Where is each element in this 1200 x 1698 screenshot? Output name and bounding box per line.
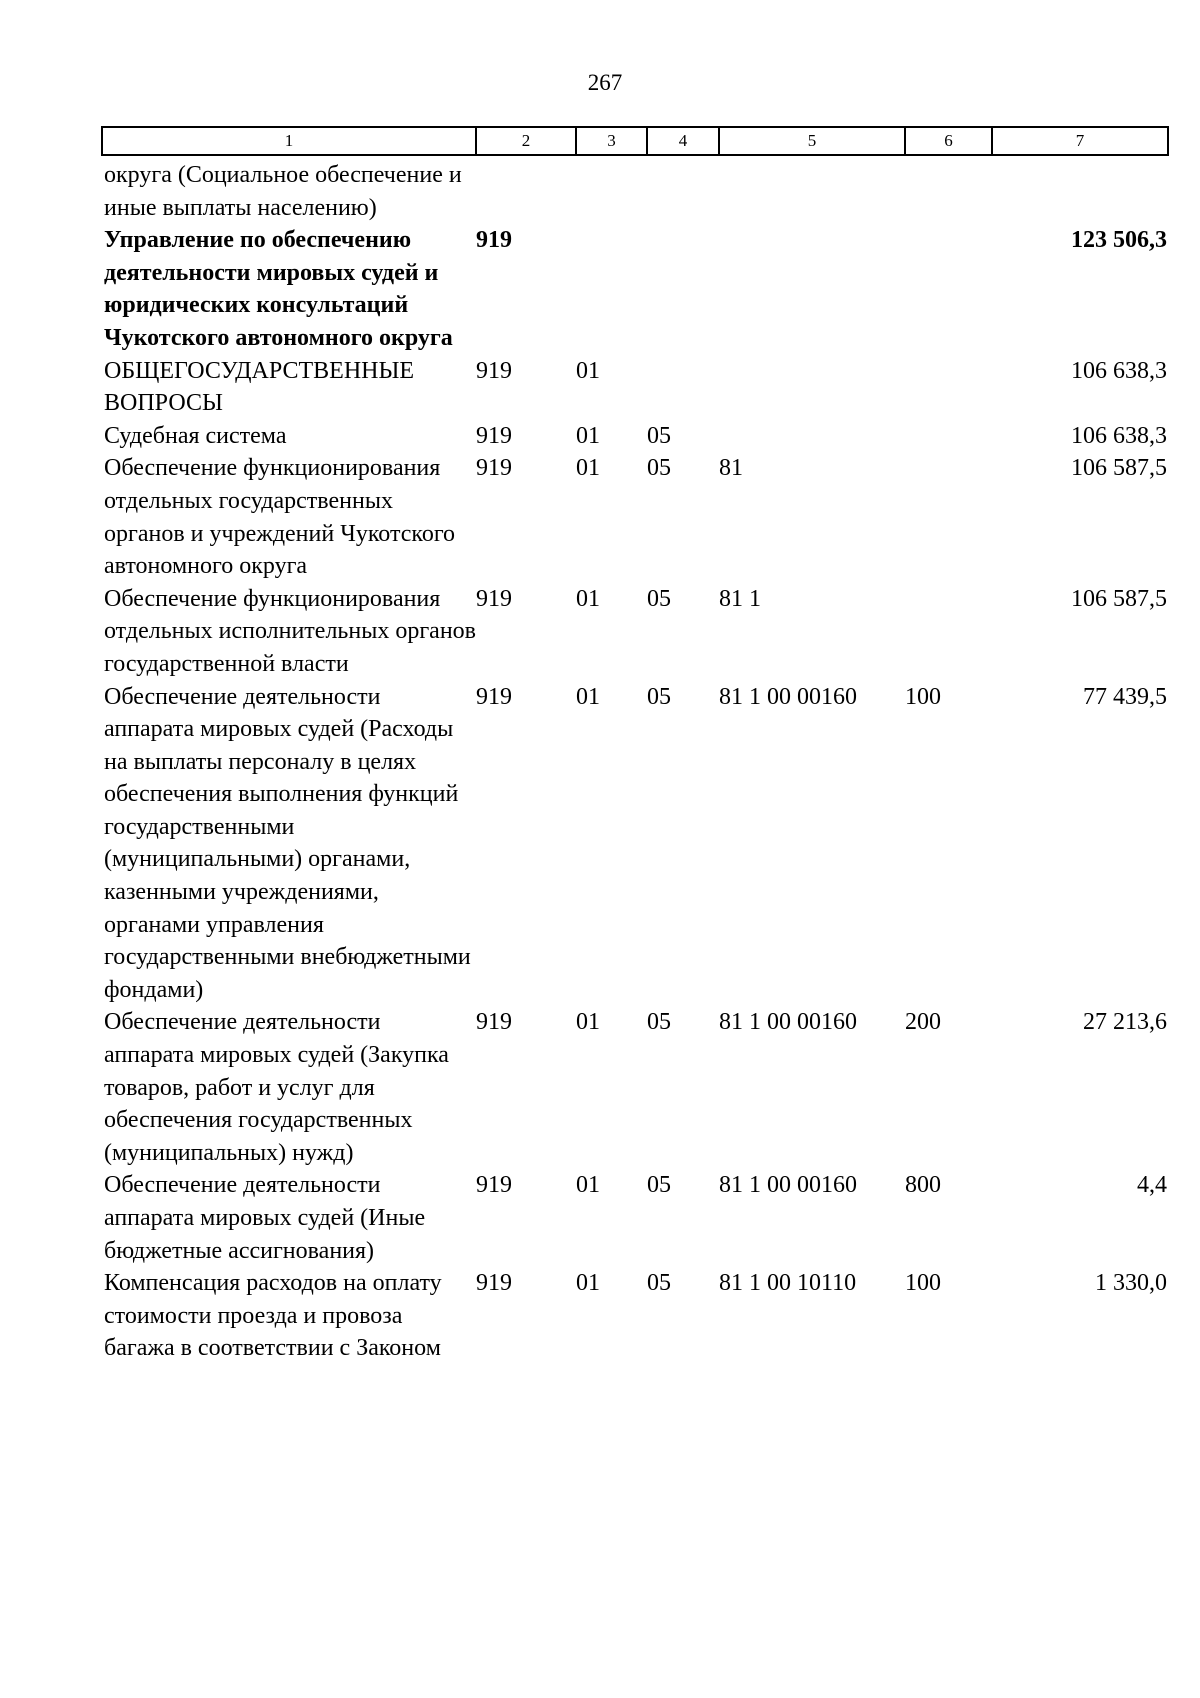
target-code [719, 155, 905, 224]
target-code [719, 420, 905, 453]
table-row [102, 1169, 1168, 1267]
admin-code: 919 [476, 1009, 512, 1036]
amount: 106 638,3 [1071, 357, 1167, 384]
admin-code: 919 [476, 1270, 512, 1297]
section-code: 01 [576, 1270, 600, 1297]
header-row [102, 127, 1168, 155]
subsection-code: 05 [647, 1009, 671, 1036]
amount: 77 439,5 [1083, 683, 1167, 710]
section-code: 01 [576, 683, 600, 710]
column-header: 3 [576, 127, 647, 155]
row-name: Обеспечение функционирования отдельных исполнительных органов государственной власти [104, 585, 476, 677]
subsection-code: 05 [647, 1270, 671, 1297]
section-code: 01 [576, 1172, 600, 1199]
column-header: 7 [992, 127, 1168, 155]
table-row [102, 420, 1168, 453]
expense-type-code: 800 [905, 1172, 941, 1199]
amount: 106 638,3 [1071, 422, 1167, 449]
target-code: 81 [719, 455, 743, 482]
table-row [102, 224, 1168, 354]
table-row [102, 155, 1168, 224]
table-body [102, 155, 1168, 1365]
table-row [102, 452, 1168, 582]
row-name: Судебная система [104, 422, 287, 449]
target-code [719, 355, 905, 420]
admin-code: 919 [476, 585, 512, 612]
column-header: 4 [647, 127, 719, 155]
expense-type-code [905, 224, 992, 354]
subsection-code [647, 355, 719, 420]
row-name: Обеспечение деятельности аппарата мировых судей (Расходы на выплаты персоналу в целях обеспечения выполнения функций государственными (муниципальными) органами, казенными учреждениями, органами управления государственными внебюджетными фондами) [104, 683, 471, 1003]
admin-code: 919 [476, 357, 512, 384]
row-name: округа (Социальное обеспечение и иные выплаты населению) [104, 162, 462, 221]
section-code: 01 [576, 455, 600, 482]
page-number: 267 [587, 70, 623, 95]
expense-type-code [905, 583, 992, 681]
amount: 106 587,5 [1071, 455, 1167, 482]
expense-type-code: 100 [905, 683, 941, 710]
target-code: 81 1 [719, 585, 761, 612]
section-code: 01 [576, 585, 600, 612]
table-row [102, 1267, 1168, 1365]
admin-code [476, 155, 576, 224]
subsection-code: 05 [647, 585, 671, 612]
expense-type-code [905, 452, 992, 582]
column-header: 1 [102, 127, 476, 155]
table-row [102, 583, 1168, 681]
target-code: 81 1 00 00160 [719, 1009, 857, 1036]
amount: 4,4 [1137, 1172, 1167, 1199]
table-row [102, 1006, 1168, 1169]
table-row [102, 355, 1168, 420]
row-name: ОБЩЕГОСУДАРСТВЕННЫЕ ВОПРОСЫ [104, 357, 415, 417]
amount: 106 587,5 [1071, 585, 1167, 612]
row-name: Компенсация расходов на оплату стоимости проезда и провоза багажа в соответствии с Законом [104, 1270, 442, 1362]
target-code [719, 224, 905, 354]
row-name: Обеспечение деятельности аппарата мировых судей (Закупка товаров, работ и услуг для обеспечения государственных (муниципальных) нужд) [104, 1009, 449, 1166]
column-header: 2 [476, 127, 576, 155]
expense-type-code [905, 355, 992, 420]
admin-code: 919 [476, 455, 512, 482]
section-code: 01 [576, 1009, 600, 1036]
subsection-code: 05 [647, 422, 671, 449]
section-code [576, 224, 647, 354]
section-code [576, 155, 647, 224]
admin-code: 919 [476, 227, 512, 254]
section-code: 01 [576, 422, 600, 449]
table-row [102, 681, 1168, 1007]
admin-code: 919 [476, 683, 512, 710]
subsection-code [647, 155, 719, 224]
target-code: 81 1 00 00160 [719, 1172, 857, 1199]
subsection-code [647, 224, 719, 354]
column-header: 6 [905, 127, 992, 155]
section-code: 01 [576, 357, 600, 384]
expense-type-code [905, 420, 992, 453]
row-name: Обеспечение деятельности аппарата мировых судей (Иные бюджетные ассигнования) [104, 1172, 426, 1264]
admin-code: 919 [476, 1172, 512, 1199]
subsection-code: 05 [647, 1172, 671, 1199]
amount [992, 155, 1168, 224]
expense-type-code: 100 [905, 1270, 941, 1297]
row-name: Обеспечение функционирования отдельных государственных органов и учреждений Чукотского автономного округа [104, 455, 456, 580]
amount: 27 213,6 [1083, 1009, 1167, 1036]
amount: 1 330,0 [1095, 1270, 1167, 1297]
subsection-code: 05 [647, 455, 671, 482]
target-code: 81 1 00 10110 [719, 1270, 857, 1297]
expense-type-code [905, 155, 992, 224]
expense-type-code: 200 [905, 1009, 941, 1036]
subsection-code: 05 [647, 683, 671, 710]
target-code: 81 1 00 00160 [719, 683, 857, 710]
amount: 123 506,3 [1071, 227, 1167, 254]
budget-table [101, 126, 1169, 1365]
table-header [102, 127, 1168, 155]
admin-code: 919 [476, 422, 512, 449]
column-header: 5 [719, 127, 905, 155]
row-name: Управление по обеспечению деятельности мировых судей и юридических консультаций Чукотского автономного округа [104, 227, 453, 351]
